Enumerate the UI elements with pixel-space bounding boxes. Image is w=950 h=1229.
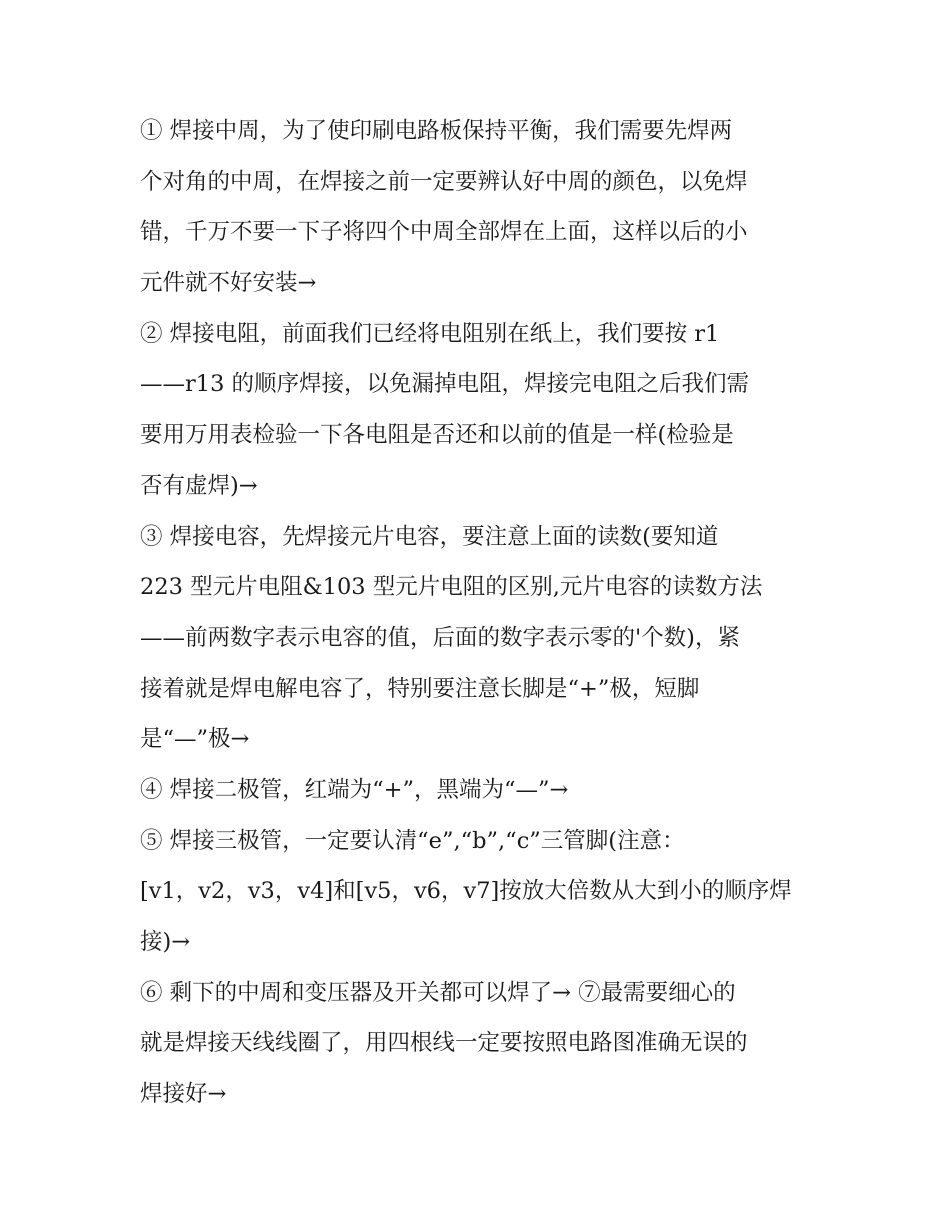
text-line: ——前两数字表示电容的值，后面的数字表示零的'个数)，紧	[140, 624, 740, 651]
body-text	[140, 106, 820, 1120]
text-line: 223 型元片电阻&103 型元片电阻的区别,元片电容的读数方法	[140, 574, 763, 601]
text-line: [v1，v2，v3，v4]和[v5，v6，v7]按放大倍数从大到小的顺序焊	[140, 878, 792, 905]
text-line: ⑥ 剩下的中周和变压器及开关都可以焊了→ ⑦最需要细心的	[140, 979, 736, 1006]
text-line: 个对角的中周，在焊接之前一定要辨认好中周的颜色，以免焊	[140, 168, 748, 195]
text-line: 否有虚焊)→	[140, 472, 258, 499]
text-line: 元件就不好安装→	[140, 270, 317, 297]
text-line: 就是焊接天线线圈了，用四根线一定要按照电路图准确无误的	[140, 1030, 748, 1057]
text-line: 焊接好→	[140, 1081, 227, 1108]
text-line: ——r13 的顺序焊接，以免漏掉电阻，焊接完电阻之后我们需	[140, 371, 750, 398]
text-line: 接)→	[140, 929, 191, 955]
text-line: ④ 焊接二极管，红端为“+”，黑端为“—”→	[140, 776, 569, 803]
text-line: 接着就是焊电解电容了，特别要注意长脚是“+”极，短脚	[140, 675, 700, 702]
text-line: 要用万用表检验一下各电阻是否还和以前的值是一样(检验是	[140, 422, 734, 449]
text-line: ③ 焊接电容，先焊接元片电容，要注意上面的读数(要知道	[140, 523, 719, 550]
text-line: 错，千万不要一下子将四个中周全部焊在上面，这样以后的小	[140, 219, 748, 246]
text-line: ⑤ 焊接三极管，一定要认清“e”,“b”,“c”三管脚(注意：	[140, 827, 685, 854]
text-line: ② 焊接电阻，前面我们已经将电阻别在纸上，我们要按 r1	[140, 320, 720, 347]
text-line: ① 焊接中周，为了使印刷电路板保持平衡，我们需要先焊两	[140, 118, 733, 144]
text-line: 是“—”极→	[140, 726, 250, 753]
